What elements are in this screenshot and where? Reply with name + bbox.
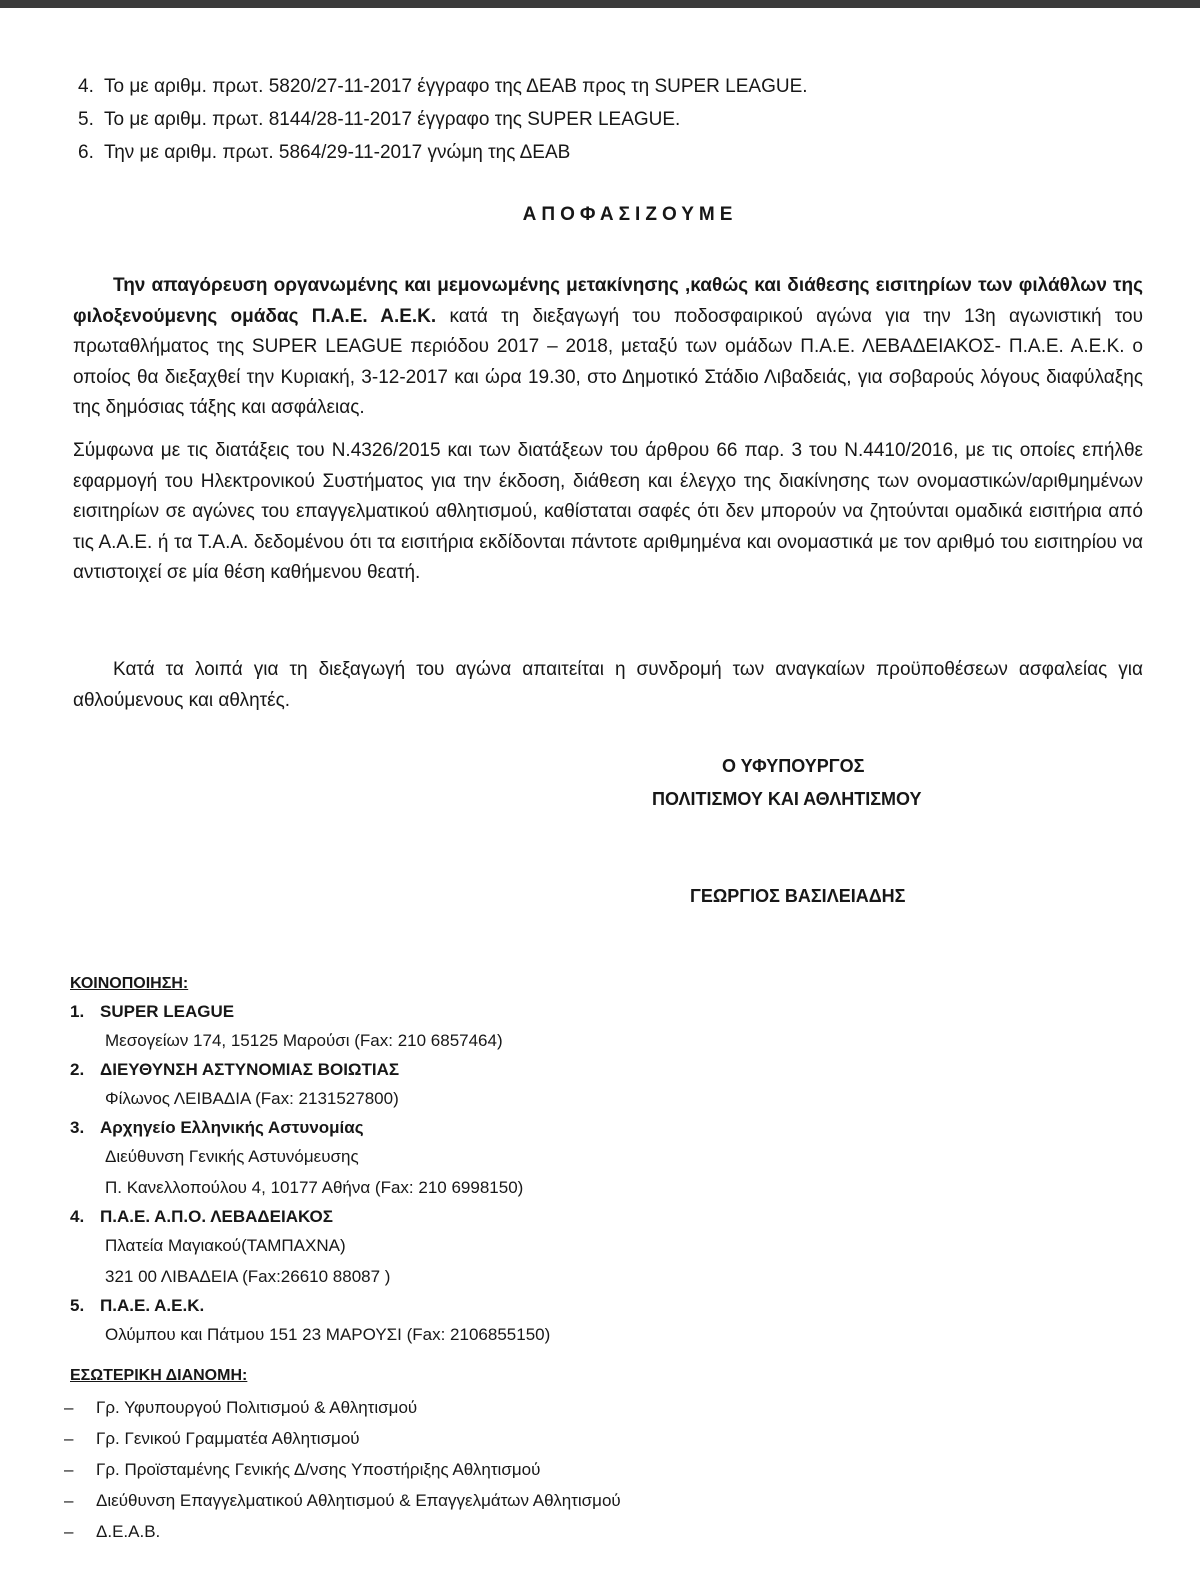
internal-item xyxy=(64,1458,621,1489)
internal-distribution-list xyxy=(64,1396,621,1551)
internal-item xyxy=(64,1396,621,1427)
reference-number: 5. xyxy=(78,109,94,130)
recipient-name: Π.Α.Ε. Α.Π.Ο. ΛΕΒΑΔΕΙΑΚΟΣ xyxy=(100,1207,333,1226)
reference-item xyxy=(78,107,808,140)
recipient-title xyxy=(70,1205,550,1232)
signatory-ministry: ΠΟΛΙΤΙΣΜΟΥ ΚΑΙ ΑΘΛΗΤΙΣΜΟΥ xyxy=(652,789,922,809)
recipient-title xyxy=(70,1058,550,1085)
recipient-number: 5. xyxy=(70,1296,85,1315)
recipient-title xyxy=(70,1000,550,1027)
recipient-address: Π. Κανελλοπούλου 4, 10177 Αθήνα (Fax: 210 6998150) xyxy=(105,1178,524,1197)
recipient-number: 4. xyxy=(70,1207,85,1226)
reference-text: Το με αριθμ. πρωτ. 8144/28-11-2017 έγγραφο της SUPER LEAGUE. xyxy=(104,109,681,130)
recipient-item xyxy=(70,1116,550,1205)
recipient-list xyxy=(70,1000,550,1352)
decision-text: κατά τη διεξαγωγή του ποδοσφαιρικού αγώνα για την 13η αγωνιστική του πρωταθλήματος της SUPER LEAGUE περιόδου 2017 – 2018, μεταξύ των ομάδων Π.Α.Ε. ΛΕΒΑΔΕΙΑΚΟΣ- Π.Α.Ε. Α.Ε.Κ. ο οποίος θα διεξαχθεί την Κυριακή, 3-12-2017 και ώρα 19.30, στο Δημοτικό Στάδιο Λιβαδειάς, για σοβαρούς λόγους διαφύλαξης της δημόσιας τάξης και ασφάλειας. xyxy=(73,305,1143,418)
closing-paragraph: Κατά τα λοιπά για τη διεξαγωγή του αγώνα απαιτείται η συνδρομή των αναγκαίων προϋποθέσεων ασφαλείας για αθλούμενους και αθλητές. xyxy=(73,659,1143,711)
recipient-name: Π.Α.Ε. Α.Ε.Κ. xyxy=(100,1296,205,1315)
reference-item xyxy=(78,74,808,107)
recipient-title xyxy=(70,1116,550,1143)
signatory-name: ΓΕΩΡΓΙΟΣ ΒΑΣΙΛΕΙΑΔΗΣ xyxy=(690,886,906,906)
recipient-address: 321 00 ΛΙΒΑΔΕΙΑ (Fax:26610 88087 ) xyxy=(105,1267,391,1286)
internal-item xyxy=(64,1520,621,1551)
list-dash: – xyxy=(64,1429,74,1448)
decision-heading: ΑΠΟΦΑΣΙΖΟΥΜΕ xyxy=(522,204,738,225)
reference-item xyxy=(78,140,808,173)
list-dash: – xyxy=(64,1491,74,1510)
recipient-number: 2. xyxy=(70,1060,85,1079)
recipient-item xyxy=(70,1205,550,1294)
recipient-number: 3. xyxy=(70,1118,85,1137)
recipient-number: 1. xyxy=(70,1002,85,1021)
recipient-name: ΔΙΕΥΘΥΝΣΗ ΑΣΤΥΝΟΜΙΑΣ ΒΟΙΩΤΙΑΣ xyxy=(100,1060,400,1079)
reference-text: Την με αριθμ. πρωτ. 5864/29-11-2017 γνώμη της ΔΕΑΒ xyxy=(104,142,571,163)
notification-heading: ΚΟΙΝΟΠΟΙΗΣΗ: xyxy=(70,975,189,992)
recipient-address: Μεσογείων 174, 15125 Μαρούσι (Fax: 210 6857464) xyxy=(105,1031,503,1050)
internal-distribution-heading: ΕΣΩΤΕΡΙΚΗ ΔΙΑΝΟΜΗ: xyxy=(70,1367,248,1384)
internal-item-text: Γρ. Προϊσταμένης Γενικής Δ/νσης Υποστήριξης Αθλητισμού xyxy=(96,1460,541,1479)
recipient-address: Διεύθυνση Γενικής Αστυνόμευσης xyxy=(105,1147,359,1166)
recipient-address: Πλατεία Μαγιακού(ΤΑΜΠΑΧΝΑ) xyxy=(105,1236,346,1255)
internal-item xyxy=(64,1489,621,1520)
list-dash: – xyxy=(64,1398,74,1417)
reference-text: Το με αριθμ. πρωτ. 5820/27-11-2017 έγγραφο της ΔΕΑΒ προς τη SUPER LEAGUE. xyxy=(104,76,808,97)
recipient-item xyxy=(70,1058,550,1116)
internal-item-text: Διεύθυνση Επαγγελματικού Αθλητισμού & Επαγγελμάτων Αθλητισμού xyxy=(96,1491,621,1510)
internal-item xyxy=(64,1427,621,1458)
signatory-title: Ο ΥΦΥΠΟΥΡΓΟΣ xyxy=(722,756,865,776)
reference-list xyxy=(78,74,808,173)
reference-number: 4. xyxy=(78,76,94,97)
recipient-name: SUPER LEAGUE xyxy=(100,1002,235,1021)
legal-basis-paragraph: Σύμφωνα με τις διατάξεις του Ν.4326/2015 και των διατάξεων του άρθρου 66 παρ. 3 του Ν.4410/2016, με τις οποίες επήλθε εφαρμογή του Ηλεκτρονικού Συστήματος για την έκδοση, διάθεση και έλεγχο της διακίνησης των ονομαστικών/αριθμημένων εισιτηρίων σε αγώνες του επαγγελματικού αθλητισμού, καθίσταται σαφές ότι δεν μπορούν να ζητούνται ομαδικά εισιτήρια από τις Α.Α.Ε. ή τα Τ.Α.Α. δεδομένου ότι τα εισιτήρια εκδίδονται πάντοτε αριθμημένα και ονομαστικά με τον αριθμό του εισιτηρίου να αντιστοιχεί σε μία θέση καθήμενου θεατή. xyxy=(73,440,1143,583)
recipient-item xyxy=(70,1000,550,1058)
reference-number: 6. xyxy=(78,142,94,163)
recipient-address: Φίλωνος ΛΕΙΒΑΔΙΑ (Fax: 2131527800) xyxy=(105,1089,399,1108)
list-dash: – xyxy=(64,1522,74,1541)
internal-item-text: Δ.Ε.Α.Β. xyxy=(96,1522,161,1541)
internal-item-text: Γρ. Υφυπουργού Πολιτισμού & Αθλητισμού xyxy=(96,1398,418,1417)
recipient-title xyxy=(70,1294,550,1321)
recipient-name: Αρχηγείο Ελληνικής Αστυνομίας xyxy=(100,1118,364,1137)
internal-item-text: Γρ. Γενικού Γραμματέα Αθλητισμού xyxy=(96,1429,360,1448)
decision-bold-text: Την απαγόρευση οργανωμένης και μεμονωμένης μετακίνησης ,καθώς και διάθεσης εισιτηρίων των φιλάθλων της φιλοξενούμενης ομάδας Π.Α.Ε. Α.Ε.Κ. xyxy=(73,275,1143,327)
recipient-item xyxy=(70,1294,550,1352)
recipient-address: Ολύμπου και Πάτμου 151 23 ΜΑΡΟΥΣΙ (Fax: 2106855150) xyxy=(105,1325,551,1344)
list-dash: – xyxy=(64,1460,74,1479)
decision-paragraph xyxy=(73,271,1143,424)
